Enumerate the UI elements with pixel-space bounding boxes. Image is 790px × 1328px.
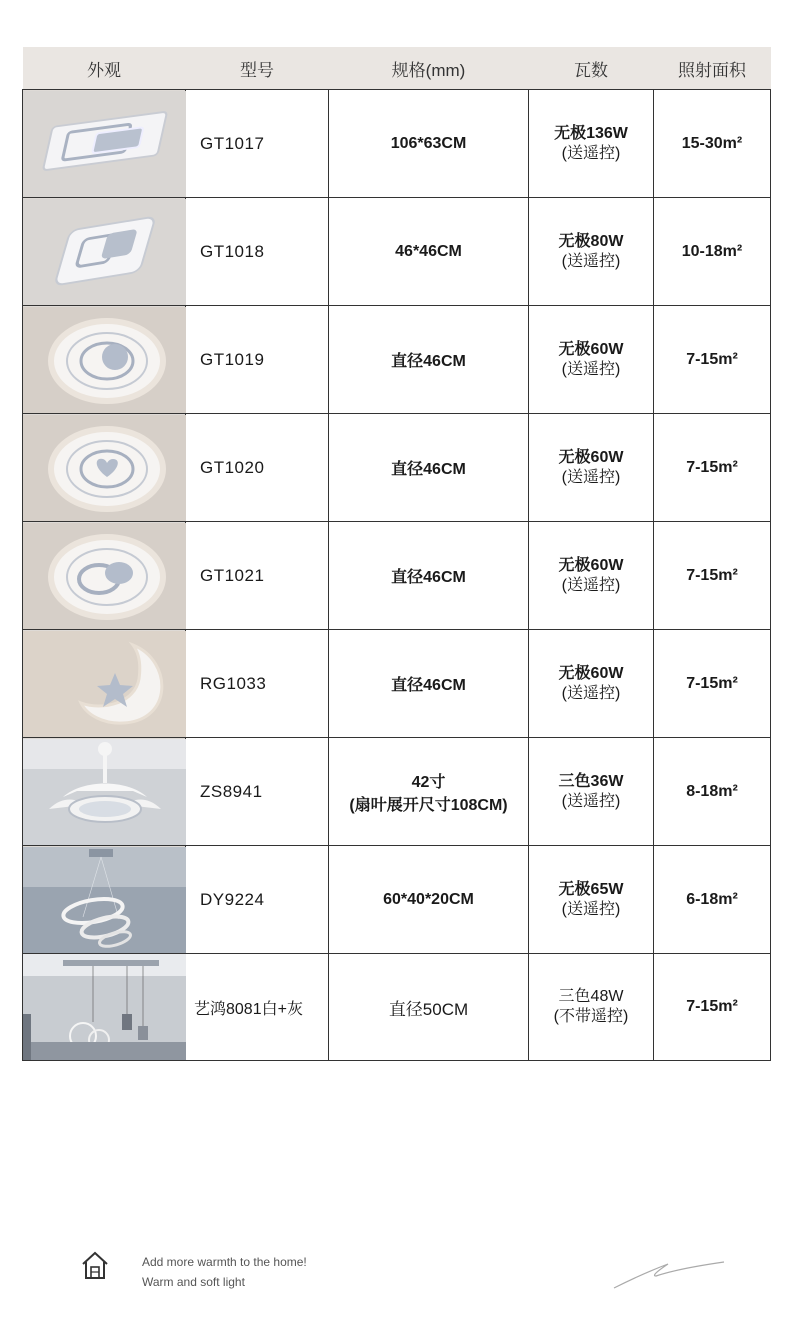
model-cell: GT1019 bbox=[186, 306, 329, 414]
remote-note: (送遥控) bbox=[561, 360, 621, 378]
size-cell bbox=[329, 306, 529, 414]
model-cell: GT1020 bbox=[186, 414, 329, 522]
size-cell bbox=[329, 846, 529, 954]
area-cell: 7-15m² bbox=[654, 954, 771, 1061]
wattage-cell bbox=[529, 198, 654, 306]
product-thumb bbox=[23, 522, 186, 630]
fan-lamp-icon bbox=[23, 739, 186, 845]
size-value: 直径46CM bbox=[391, 677, 466, 694]
size-cell bbox=[329, 198, 529, 306]
product-thumb bbox=[23, 414, 186, 522]
wattage-value: 三色48W bbox=[558, 988, 624, 1005]
table-row bbox=[23, 414, 771, 522]
wattage-cell bbox=[529, 738, 654, 846]
table-row bbox=[23, 954, 771, 1061]
tagline-line-1: Add more warmth to the home! bbox=[142, 1255, 307, 1269]
size-value: 42寸 bbox=[411, 773, 446, 791]
wattage-value: 无极65W bbox=[558, 880, 624, 898]
table-row bbox=[23, 630, 771, 738]
size-value: 直径50CM bbox=[388, 999, 469, 1019]
wattage-value: 无极80W bbox=[558, 232, 624, 250]
wattage-value: 无极60W bbox=[558, 340, 624, 358]
model-cell: RG1033 bbox=[186, 630, 329, 738]
size-cell bbox=[329, 414, 529, 522]
model-cell: GT1018 bbox=[186, 198, 329, 306]
size-cell bbox=[329, 954, 529, 1061]
remote-note: (送遥控) bbox=[561, 792, 621, 810]
size-cell bbox=[329, 630, 529, 738]
size-value: 直径46CM bbox=[391, 353, 466, 370]
product-thumb bbox=[23, 90, 186, 198]
area-cell: 7-15m² bbox=[654, 522, 771, 630]
header-wattage: 瓦数 bbox=[529, 47, 654, 90]
size-value: 106*63CM bbox=[390, 134, 467, 152]
square-ceiling-lamp-icon bbox=[23, 199, 186, 305]
wattage-value: 无极60W bbox=[558, 556, 624, 574]
table-row bbox=[23, 90, 771, 198]
rect-ceiling-lamp-icon bbox=[23, 91, 186, 197]
table-row bbox=[23, 198, 771, 306]
area-cell: 7-15m² bbox=[654, 306, 771, 414]
header-model: 型号 bbox=[186, 47, 329, 90]
remote-note: (送遥控) bbox=[561, 900, 621, 918]
size-cell bbox=[329, 90, 529, 198]
table-row bbox=[23, 522, 771, 630]
product-thumb bbox=[23, 846, 186, 954]
area-cell: 6-18m² bbox=[654, 846, 771, 954]
wattage-cell bbox=[529, 414, 654, 522]
area-cell: 10-18m² bbox=[654, 198, 771, 306]
table-row bbox=[23, 306, 771, 414]
wattage-value: 三色36W bbox=[558, 772, 624, 790]
size-cell bbox=[329, 738, 529, 846]
wattage-value: 无极136W bbox=[554, 124, 628, 142]
remote-note: (送遥控) bbox=[561, 576, 621, 594]
wattage-cell bbox=[529, 846, 654, 954]
round-moon-lamp-icon bbox=[23, 307, 186, 413]
wattage-cell bbox=[529, 522, 654, 630]
table-row bbox=[23, 738, 771, 846]
area-cell: 7-15m² bbox=[654, 630, 771, 738]
wattage-cell bbox=[529, 90, 654, 198]
product-thumb bbox=[23, 738, 186, 846]
size-value: 60*40*20CM bbox=[383, 890, 474, 908]
home-icon bbox=[80, 1250, 110, 1285]
header-appearance: 外观 bbox=[23, 47, 186, 90]
header-spec: 规格(mm) bbox=[329, 47, 529, 90]
model-cell: ZS8941 bbox=[186, 738, 329, 846]
area-cell: 7-15m² bbox=[654, 414, 771, 522]
size-value: 直径46CM bbox=[391, 461, 466, 478]
wattage-cell bbox=[529, 954, 654, 1061]
size-cell bbox=[329, 522, 529, 630]
remote-note: (送遥控) bbox=[561, 144, 621, 162]
wattage-value: 无极60W bbox=[558, 448, 624, 466]
area-cell: 8-18m² bbox=[654, 738, 771, 846]
dining-pendant-lamp-icon bbox=[23, 954, 186, 1060]
product-thumb bbox=[23, 198, 186, 306]
wattage-value: 无极60W bbox=[558, 664, 624, 682]
remote-note: (送遥控) bbox=[561, 468, 621, 486]
table-row bbox=[23, 846, 771, 954]
moon-star-lamp-icon bbox=[23, 631, 186, 737]
model-cell: 艺鸿8081白+灰 bbox=[186, 954, 329, 1061]
remote-note: (送遥控) bbox=[561, 252, 621, 270]
remote-note: (不带遥控) bbox=[553, 1008, 629, 1025]
wattage-cell bbox=[529, 630, 654, 738]
model-cell: GT1021 bbox=[186, 522, 329, 630]
remote-note: (送遥控) bbox=[561, 684, 621, 702]
model-cell: DY9224 bbox=[186, 846, 329, 954]
model-cell: GT1017 bbox=[186, 90, 329, 198]
table-header-row bbox=[23, 47, 771, 90]
footer-tagline bbox=[142, 1252, 307, 1292]
product-thumb bbox=[23, 306, 186, 414]
size-value: 直径46CM bbox=[391, 569, 466, 586]
area-cell: 15-30m² bbox=[654, 90, 771, 198]
spec-table bbox=[22, 47, 771, 1061]
size-note: (扇叶展开尺寸108CM) bbox=[349, 796, 508, 814]
size-value: 46*46CM bbox=[395, 242, 462, 260]
wattage-cell bbox=[529, 306, 654, 414]
header-area: 照射面积 bbox=[654, 47, 771, 90]
ring-pendant-lamp-icon bbox=[23, 847, 186, 953]
product-thumb bbox=[23, 630, 186, 738]
product-thumb bbox=[23, 954, 186, 1061]
round-ring-lamp-icon bbox=[23, 523, 186, 629]
tagline-line-2: Warm and soft light bbox=[142, 1275, 245, 1289]
swoosh-icon bbox=[612, 1258, 728, 1295]
round-heart-lamp-icon bbox=[23, 415, 186, 521]
